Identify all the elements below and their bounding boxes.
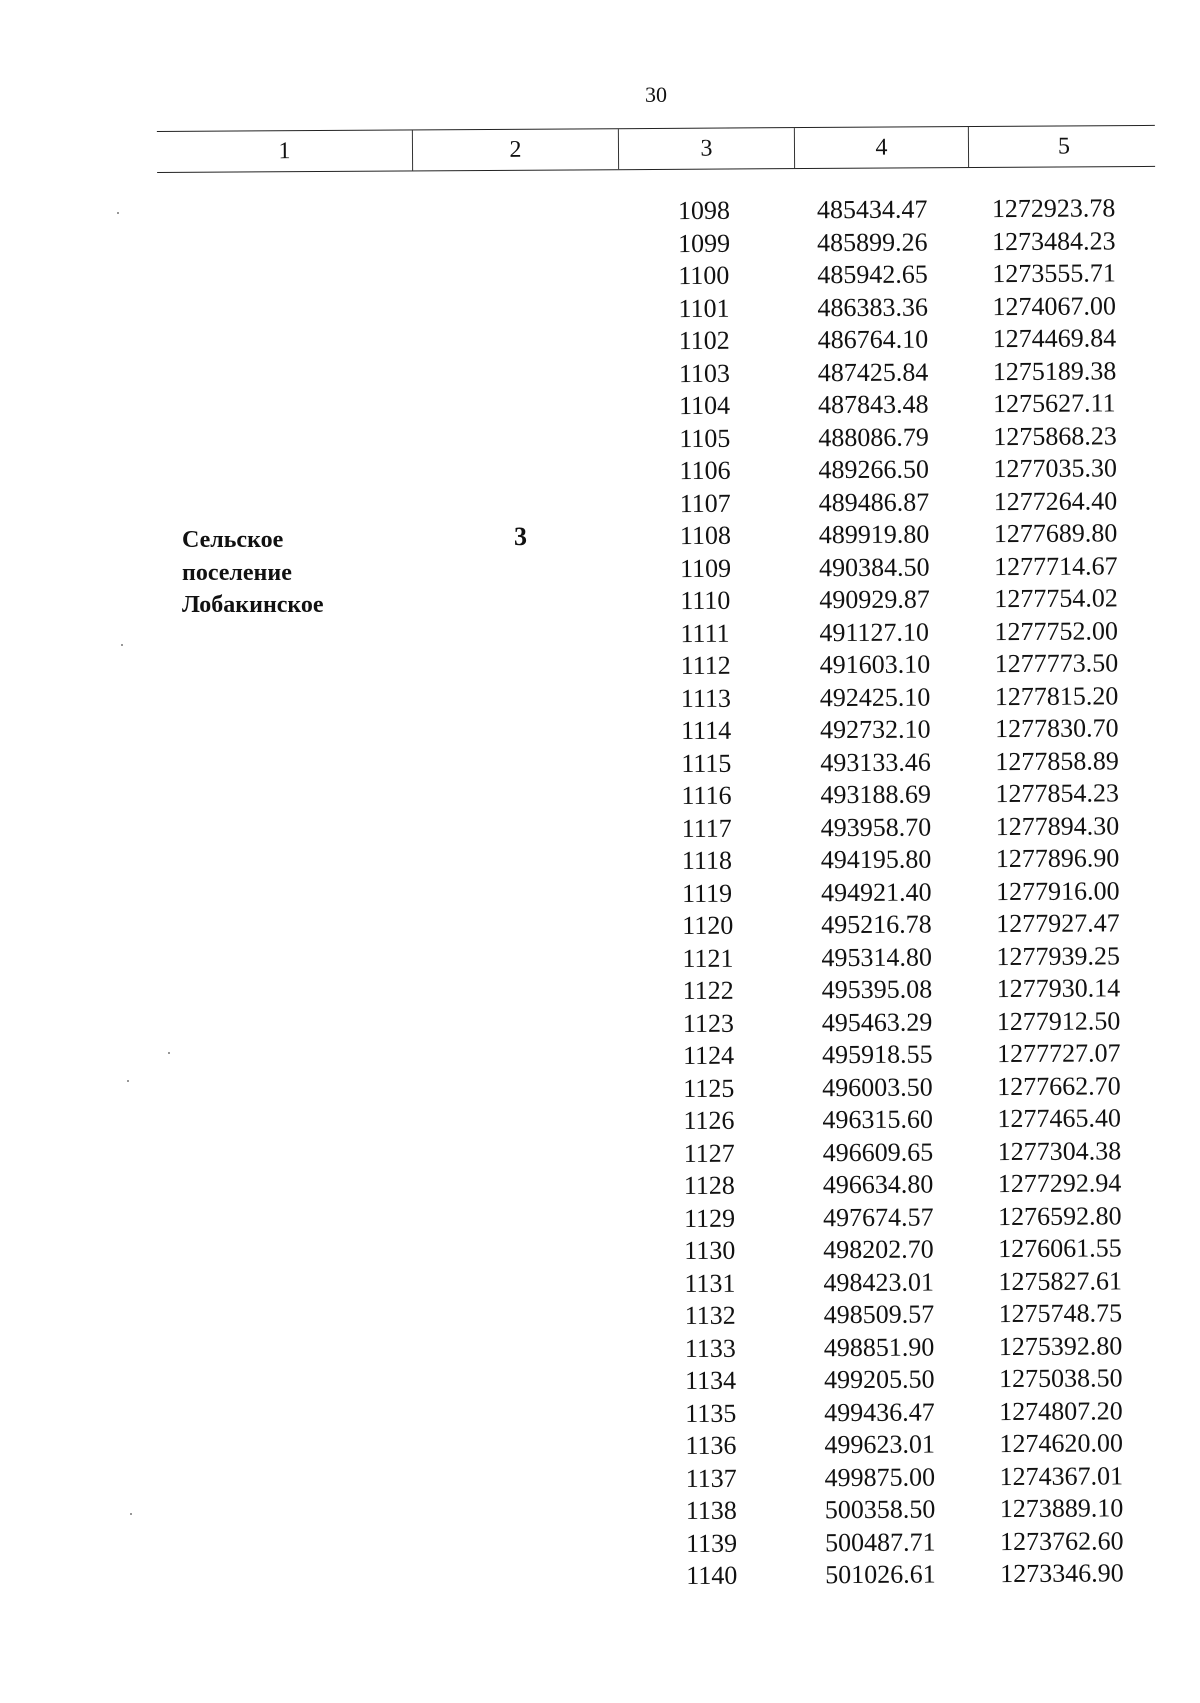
coord-y: 1277894.30 (995, 810, 1120, 841)
settlement-name-line: поселение (182, 559, 292, 586)
coord-x: 489266.50 (818, 454, 930, 485)
coord-y: 1276592.80 (997, 1200, 1122, 1231)
scan-speck (168, 1052, 170, 1054)
point-number: 1113 (680, 683, 732, 713)
coord-x: 499436.47 (824, 1397, 935, 1427)
coordinate-table-body (0, 193, 1200, 1598)
coord-y: 1274620.00 (999, 1428, 1124, 1459)
coord-y: 1273762.60 (999, 1525, 1124, 1556)
coord-y: 1277465.40 (997, 1103, 1122, 1134)
coord-y: 1277689.80 (993, 518, 1118, 549)
coord-x: 499875.00 (824, 1462, 936, 1492)
coord-y: 1277264.40 (993, 485, 1118, 516)
point-number: 1131 (684, 1268, 736, 1298)
coord-x: 485942.65 (817, 259, 928, 290)
coord-y: 1275748.75 (998, 1298, 1123, 1329)
coord-x: 500487.71 (824, 1527, 936, 1557)
point-number: 1132 (684, 1300, 736, 1331)
coord-y: 1277035.30 (993, 453, 1118, 484)
coord-y: 1273346.90 (1000, 1558, 1124, 1589)
point-number: 1105 (679, 423, 731, 453)
coord-x: 493958.70 (820, 812, 932, 842)
coord-x: 492732.10 (819, 714, 931, 745)
point-number: 1134 (684, 1365, 737, 1396)
coord-y: 1277930.14 (996, 973, 1121, 1004)
point-number: 1140 (686, 1560, 738, 1591)
coord-y: 1277927.47 (996, 908, 1120, 939)
coord-x: 494921.40 (820, 877, 932, 907)
point-number: 1114 (680, 715, 732, 746)
coord-y: 1277912.50 (996, 1005, 1121, 1036)
point-number: 1112 (680, 650, 731, 681)
coord-y: 1277773.50 (994, 648, 1119, 679)
coord-y: 1277896.90 (995, 843, 1120, 874)
point-number: 1118 (681, 845, 733, 876)
point-number: 1108 (679, 520, 732, 551)
coord-x: 498423.01 (823, 1267, 935, 1297)
coord-y: 1275189.38 (992, 355, 1117, 386)
coord-y: 1274367.01 (999, 1460, 1124, 1491)
scan-speck (121, 644, 123, 646)
point-number: 1127 (683, 1138, 735, 1168)
coord-x: 485899.26 (816, 227, 928, 257)
point-number: 1099 (678, 228, 731, 258)
coord-x: 488086.79 (818, 422, 929, 452)
point-number: 1135 (685, 1398, 737, 1428)
coord-y: 1275827.61 (998, 1265, 1123, 1296)
coord-y: 1277714.67 (993, 550, 1118, 581)
coord-x: 497674.57 (822, 1202, 934, 1232)
point-number: 1117 (681, 813, 732, 843)
coord-y: 1277939.25 (996, 940, 1121, 971)
point-number: 1125 (683, 1073, 735, 1103)
point-number: 1111 (680, 618, 730, 648)
point-number: 1101 (678, 293, 730, 323)
coord-x: 486383.36 (817, 292, 929, 322)
table-header (157, 125, 1155, 173)
coord-y: 1277916.00 (995, 875, 1120, 906)
point-number: 1129 (683, 1203, 736, 1233)
point-number: 1102 (678, 325, 730, 356)
point-number: 1106 (679, 455, 731, 486)
coord-y: 1277727.07 (996, 1038, 1121, 1069)
point-number: 1137 (685, 1463, 737, 1493)
coord-y: 1274807.20 (999, 1395, 1123, 1426)
coord-x: 498202.70 (823, 1234, 934, 1265)
point-number: 1126 (683, 1105, 735, 1136)
coord-y: 1275392.80 (998, 1330, 1123, 1361)
point-number: 1122 (682, 975, 734, 1006)
coord-x: 496315.60 (822, 1104, 934, 1135)
coord-x: 495463.29 (821, 1007, 933, 1037)
settlement-code: 3 (514, 522, 527, 551)
coord-x: 499205.50 (823, 1364, 935, 1395)
coord-x: 490384.50 (818, 552, 930, 582)
coord-y: 1277292.94 (997, 1168, 1122, 1199)
coord-y: 1277815.20 (994, 680, 1119, 711)
coord-x: 486764.10 (817, 324, 929, 355)
header-col-3: 3 (619, 128, 795, 169)
point-number: 1098 (677, 195, 730, 226)
point-number: 1124 (682, 1040, 735, 1071)
point-number: 1109 (679, 553, 732, 583)
point-number: 1130 (684, 1235, 736, 1266)
point-number: 1103 (678, 358, 731, 388)
header-col-5: 5 (1057, 132, 1071, 159)
coord-x: 499623.01 (824, 1429, 936, 1460)
coord-y: 1274469.84 (992, 323, 1117, 354)
scan-speck (127, 1080, 129, 1082)
coord-y: 1273555.71 (992, 258, 1116, 289)
point-number: 1138 (685, 1495, 737, 1526)
header-col-2: 2 (413, 129, 619, 170)
coord-x: 487843.48 (817, 389, 929, 420)
coord-y: 1277754.02 (994, 583, 1118, 614)
point-number: 1136 (685, 1430, 737, 1461)
coord-x: 495395.08 (821, 974, 933, 1005)
coord-x: 496634.80 (822, 1169, 934, 1200)
point-number: 1107 (679, 488, 731, 518)
point-number: 1100 (678, 260, 730, 291)
header-col-4: 4 (795, 127, 969, 168)
point-number: 1120 (682, 910, 734, 941)
header-col-1: 1 (157, 130, 413, 172)
coord-x: 493188.69 (820, 779, 932, 810)
coord-x: 495216.78 (821, 909, 932, 940)
coord-y: 1277858.89 (995, 745, 1119, 776)
coord-x: 485434.47 (816, 194, 928, 225)
settlement-name-line: Лобакинское (182, 592, 324, 618)
scan-speck (117, 212, 119, 214)
coord-y: 1277752.00 (994, 615, 1119, 646)
coord-x: 498509.57 (823, 1299, 935, 1330)
coord-x: 491127.10 (819, 617, 930, 647)
point-number: 1119 (681, 878, 733, 908)
point-number: 1110 (680, 585, 731, 616)
point-number: 1115 (681, 748, 732, 778)
coord-x: 494195.80 (820, 844, 932, 875)
point-number: 1121 (682, 943, 734, 973)
coord-x: 496609.65 (822, 1137, 934, 1167)
coord-y: 1277830.70 (994, 713, 1119, 744)
coord-y: 1277854.23 (995, 778, 1120, 809)
page-number: 30 (645, 82, 667, 107)
coord-y: 1277662.70 (997, 1070, 1121, 1101)
scan-speck (130, 1513, 132, 1515)
coord-x: 487425.84 (817, 357, 929, 387)
coord-y: 1272923.78 (991, 193, 1116, 224)
point-number: 1133 (684, 1333, 736, 1363)
coord-x: 501026.61 (825, 1559, 936, 1590)
coord-y: 1275627.11 (992, 388, 1116, 419)
coord-x: 489919.80 (818, 519, 930, 550)
table-row (7, 1558, 1200, 1598)
coord-x: 490929.87 (819, 584, 930, 615)
coord-y: 1276061.55 (998, 1233, 1122, 1264)
point-number: 1123 (682, 1008, 734, 1038)
coord-y: 1275868.23 (993, 420, 1117, 451)
point-number: 1128 (683, 1170, 735, 1201)
coord-y: 1273484.23 (991, 225, 1116, 256)
coord-x: 496003.50 (822, 1072, 933, 1102)
coord-y: 1275038.50 (998, 1363, 1123, 1394)
point-number: 1116 (681, 780, 732, 811)
settlement-name-line: Сельское (182, 527, 284, 553)
coord-x: 495314.80 (821, 942, 933, 972)
point-number: 1104 (678, 390, 731, 421)
coord-y: 1273889.10 (999, 1493, 1124, 1524)
coord-x: 489486.87 (818, 487, 930, 517)
coord-x: 500358.50 (824, 1494, 936, 1525)
coord-x: 491603.10 (819, 649, 931, 680)
coord-x: 498851.90 (823, 1332, 935, 1362)
coord-x: 493133.46 (820, 747, 931, 777)
point-number: 1139 (685, 1528, 738, 1558)
coord-x: 495918.55 (821, 1039, 933, 1070)
coord-x: 492425.10 (819, 682, 931, 712)
coord-y: 1277304.38 (997, 1135, 1122, 1166)
coord-y: 1274067.00 (992, 290, 1117, 321)
